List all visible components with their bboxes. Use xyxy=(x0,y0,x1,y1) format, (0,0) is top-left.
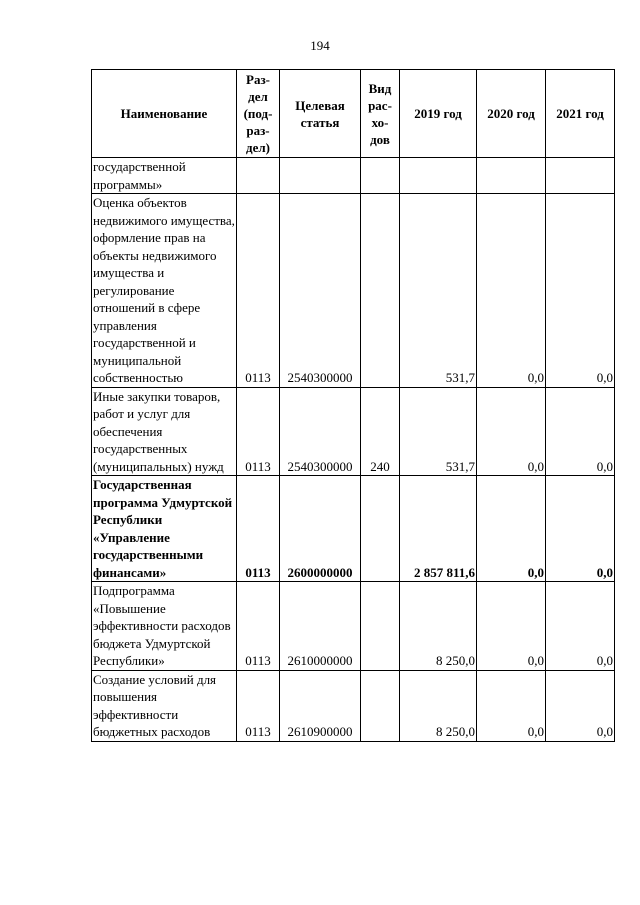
header-2021: 2021 год xyxy=(546,70,615,158)
cell-name: Государственная программа Удмуртской Республики «Управление государственными финансами» xyxy=(92,476,237,582)
table-row xyxy=(92,582,615,671)
cell-article: 2610000000 xyxy=(280,582,361,671)
cell-y2021: 0,0 xyxy=(546,387,615,476)
cell-section: 0113 xyxy=(237,194,280,388)
cell-kind xyxy=(361,476,400,582)
cell-y2021: 0,0 xyxy=(546,582,615,671)
cell-name: Оценка объектов недвижимого имущества, оформление прав на объекты недвижимого имущества и регулирование отношений в сфере управления государственной и муниципальной собственностью xyxy=(93,195,235,385)
cell-section: 0113 xyxy=(237,387,280,476)
cell-y2020: 0,0 xyxy=(477,670,546,741)
header-section: Раз- дел (под- раз- дел) xyxy=(237,70,280,158)
table-body xyxy=(92,158,615,742)
cell-kind xyxy=(361,158,400,194)
cell-y2019: 531,7 xyxy=(400,387,477,476)
cell-section: 0113 xyxy=(237,582,280,671)
cell-y2021: 0,0 xyxy=(546,476,615,582)
cell-y2020: 0,0 xyxy=(477,476,546,582)
header-name: Наименование xyxy=(92,70,237,158)
cell-y2019: 8 250,0 xyxy=(400,670,477,741)
cell-name: государственной программы» xyxy=(92,158,237,194)
cell-article xyxy=(280,158,361,194)
cell-article: 2540300000 xyxy=(280,387,361,476)
cell-y2021: 0,0 xyxy=(546,670,615,741)
cell-section: 0113 xyxy=(237,476,280,582)
table-header-row xyxy=(92,70,615,158)
cell-name: Подпрограмма «Повышение эффективности расходов бюджета Удмуртской Республики» xyxy=(92,582,237,671)
cell-y2019: 531,7 xyxy=(400,194,477,388)
cell-article: 2540300000 xyxy=(280,194,361,388)
table-row xyxy=(92,387,615,476)
cell-y2019 xyxy=(400,158,477,194)
header-2020: 2020 год xyxy=(477,70,546,158)
budget-table xyxy=(91,69,615,742)
cell-name: Иные закупки товаров, работ и услуг для обеспечения государственных (муниципальных) нужд xyxy=(92,387,237,476)
cell-section xyxy=(237,158,280,194)
table-row xyxy=(92,194,615,388)
cell-name: Создание условий для повышения эффективности бюджетных расходов xyxy=(92,670,237,741)
cell-kind xyxy=(361,582,400,671)
table-row xyxy=(92,158,615,194)
cell-y2020: 0,0 xyxy=(477,194,546,388)
cell-kind xyxy=(361,194,400,388)
cell-y2021: 0,0 xyxy=(546,194,615,388)
page-number: 194 xyxy=(310,38,330,53)
cell-y2019: 8 250,0 xyxy=(400,582,477,671)
cell-y2021 xyxy=(546,158,615,194)
cell-y2020: 0,0 xyxy=(477,387,546,476)
header-article: Целевая статья xyxy=(280,70,361,158)
cell-y2020: 0,0 xyxy=(477,582,546,671)
cell-article: 2600000000 xyxy=(280,476,361,582)
cell-kind: 240 xyxy=(361,387,400,476)
cell-article: 2610900000 xyxy=(280,670,361,741)
cell-kind xyxy=(361,670,400,741)
cell-y2020 xyxy=(477,158,546,194)
cell-section: 0113 xyxy=(237,670,280,741)
header-2019: 2019 год xyxy=(400,70,477,158)
table-row xyxy=(92,476,615,582)
cell-y2019: 2 857 811,6 xyxy=(400,476,477,582)
header-kind: Вид рас- хо- дов xyxy=(361,70,400,158)
table-row xyxy=(92,670,615,741)
